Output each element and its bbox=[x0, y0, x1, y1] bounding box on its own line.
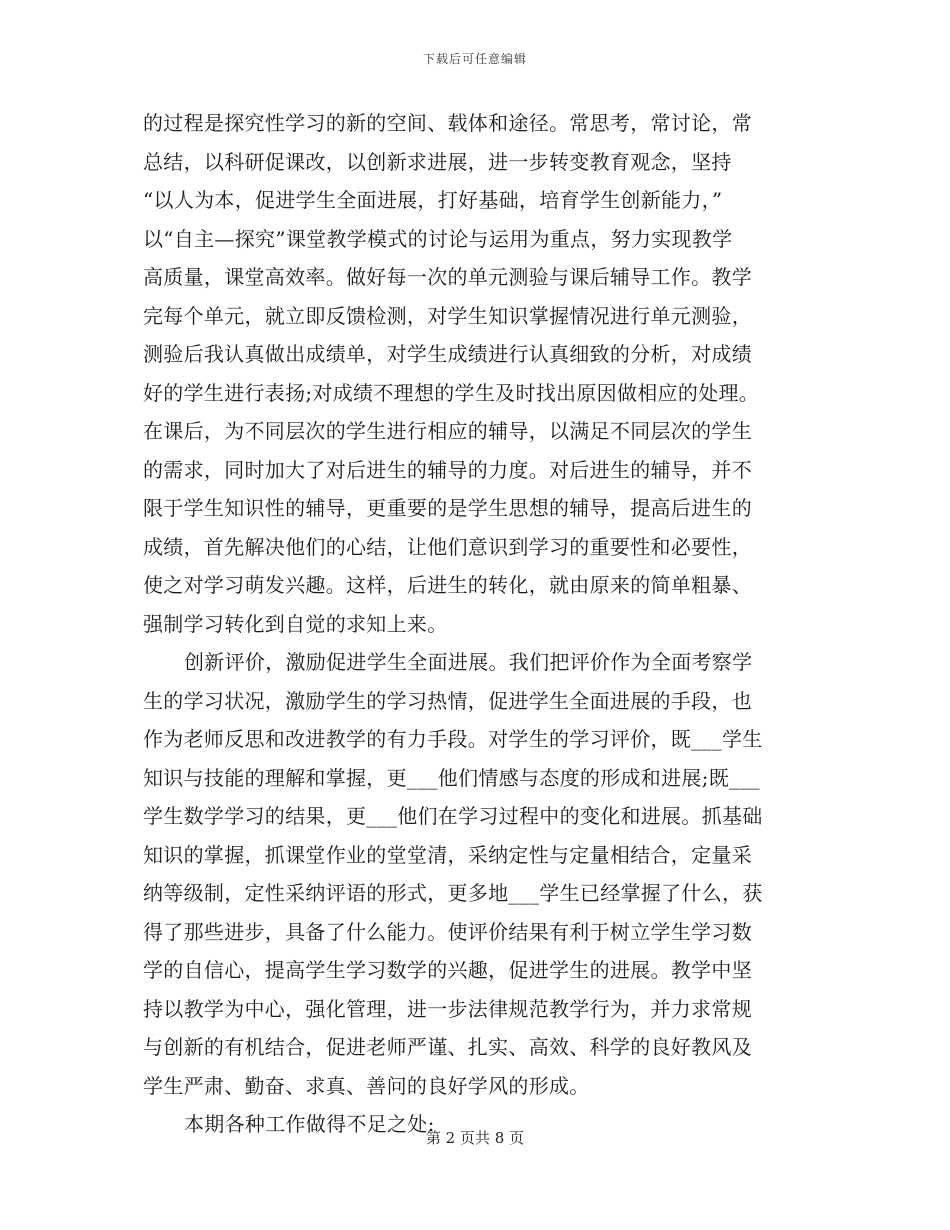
text-line: 学生数学学习的结果，更___他们在学习过程中的变化和进展。抓基础 bbox=[143, 804, 763, 828]
paragraph-2 bbox=[143, 643, 811, 1105]
text-line: 的过程是探究性学习的新的空间、载体和途径。常思考，常讨论，常 bbox=[143, 111, 752, 135]
text-line: 成绩，首先解决他们的心结，让他们意识到学习的重要性和必要性， bbox=[143, 534, 752, 559]
text-line: 测验后我认真做出成绩单，对学生成绩进行认真细致的分析，对成绩 bbox=[143, 342, 752, 366]
text-line: 限于学生知识性的辅导，更重要的是学生思想的辅导，提高后进生的 bbox=[143, 496, 752, 520]
paragraph-1 bbox=[143, 104, 811, 643]
text-line: 在课后，为不同层次的学生进行相应的辅导，以满足不同层次的学生 bbox=[143, 419, 752, 443]
text-line: 学生严肃、勤奋、求真、善问的良好学风的形成。 bbox=[143, 1073, 590, 1098]
text-line: 知识的掌握，抓课堂作业的堂堂清，采纳定性与定量相结合，定量采 bbox=[143, 842, 752, 867]
text-line: 好的学生进行表扬;对成绩不理想的学生及时找出原因做相应的处理。 bbox=[143, 380, 760, 405]
text-line: 生的学习状况，激励学生的学习热情，促进学生全面进展的手段，也 bbox=[143, 688, 752, 713]
text-line: 完每个单元，就立即反馈检测，对学生知识掌握情况进行单元测验， bbox=[143, 303, 752, 328]
text-line: 高质量，课堂高效率。做好每一次的单元测验与课后辅导工作。教学 bbox=[143, 265, 752, 289]
text-line: 纳等级制，定性采纳评语的形式，更多地___学生已经掌握了什么，获 bbox=[143, 881, 763, 905]
text-line: 总结，以科研促课改，以创新求进展，进一步转变教育观念，坚持 bbox=[143, 149, 732, 174]
text-line: 作为老师反思和改进教学的有力手段。对学生的学习评价，既___学生 bbox=[143, 727, 763, 751]
text-line: 与创新的有机结合，促进老师严谨、扎实、高效、科学的良好教风及 bbox=[143, 1035, 752, 1059]
page-header: 下载后可任意编辑 bbox=[422, 52, 527, 66]
text-line: 强制学习转化到自觉的求知上来。 bbox=[143, 611, 448, 636]
text-line: “以人为本，促进学生全面进展，打好基础，培育学生创新能力，” bbox=[143, 188, 723, 212]
text-line: 本期各种工作做得不足之处: bbox=[184, 1112, 435, 1136]
document-body bbox=[143, 104, 811, 1144]
text-line: 使之对学习萌发兴趣。这样，后进生的转化，就由原来的简单粗暴、 bbox=[143, 573, 752, 597]
text-line: 持以教学为中心，强化管理，进一步法律规范教学行为，并力求常规 bbox=[143, 996, 752, 1021]
text-line: 以“自主—探究”课堂教学模式的讨论与运用为重点，努力实现教学 bbox=[143, 226, 733, 251]
text-line: 创新评价，激励促进学生全面进展。我们把评价作为全面考察学 bbox=[184, 650, 753, 674]
page-footer: 第 2 页共 8 页 bbox=[425, 1129, 525, 1147]
text-line: 得了那些进步，具备了什么能力。使评价结果有利于树立学生学习数 bbox=[143, 919, 752, 944]
text-line: 知识与技能的理解和掌握，更___他们情感与态度的形成和进展;既___ bbox=[143, 765, 760, 790]
text-line: 的需求，同时加大了对后进生的辅导的力度。对后进生的辅导，并不 bbox=[143, 457, 752, 482]
text-line: 学的自信心，提高学生学习数学的兴趣，促进学生的进展。教学中坚 bbox=[143, 958, 752, 982]
